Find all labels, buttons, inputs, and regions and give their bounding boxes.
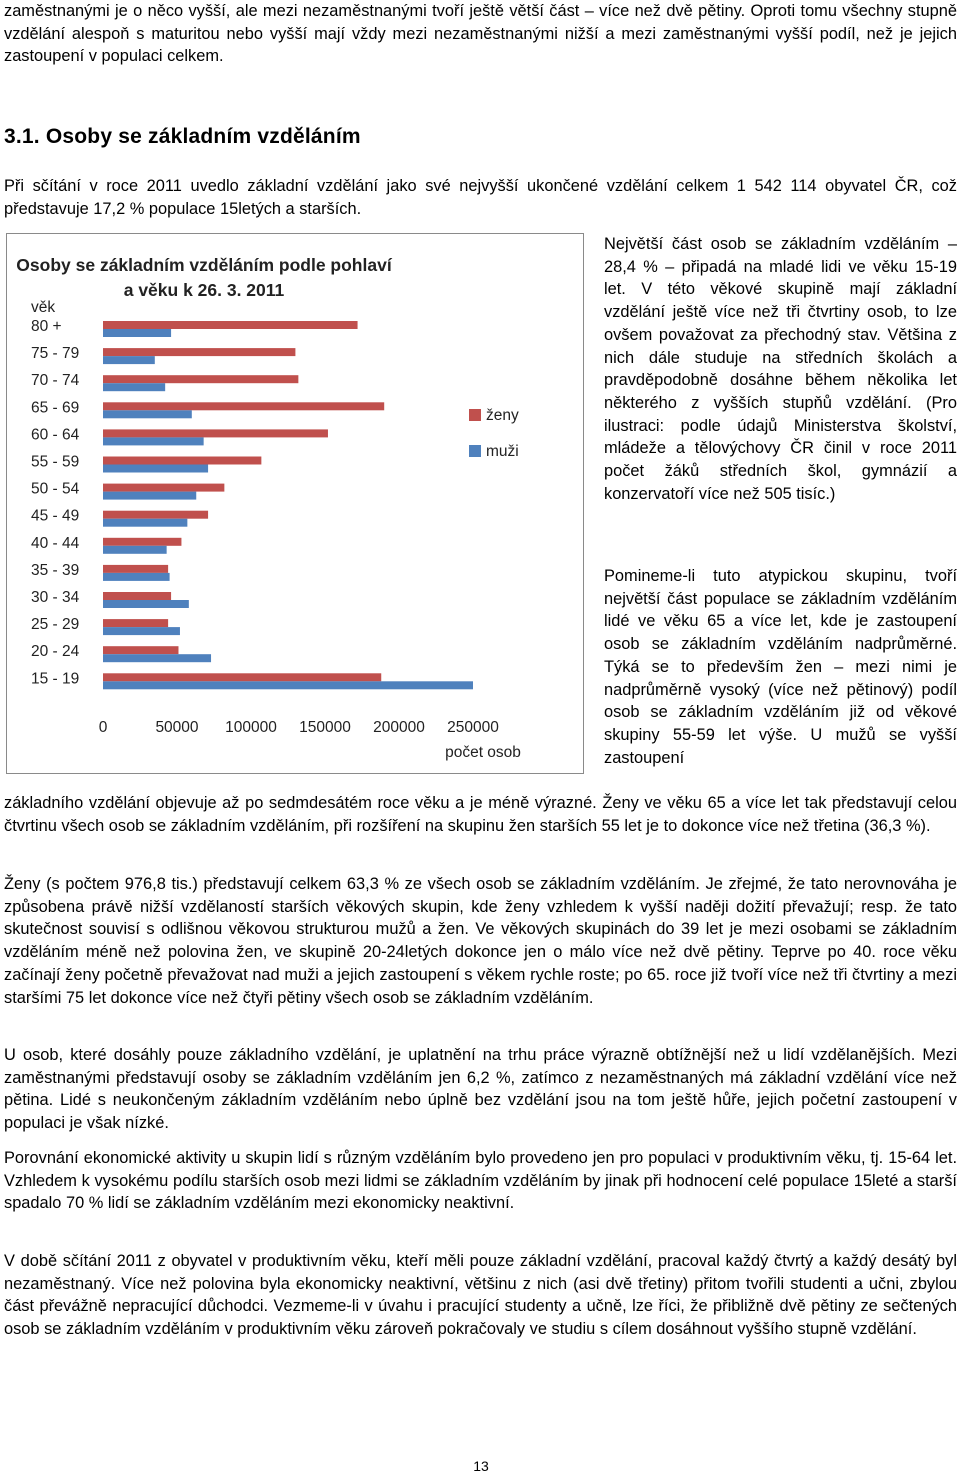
bar-zeny-45-49 [103, 511, 208, 519]
y-tick-label: 50 - 54 [31, 480, 80, 498]
bar-zeny-40-44 [103, 538, 181, 546]
bar-muzi-40-44 [103, 546, 167, 554]
x-axis-label: počet osob [445, 744, 521, 761]
y-axis-label: věk [31, 299, 56, 316]
x-tick-label: 250000 [447, 719, 499, 736]
bar-zeny-30-34 [103, 592, 171, 600]
side-paragraph-older: Pomineme-li tuto atypickou skupinu, tvoří největší část populace se základním vzděláním lidé ve věku 65 a více let, kde je zastoupení osob se základním vzděláním nadprůměrné. Týká se to především žen – mezi nimi je nadprůměrně vysoký (více než pětinový) podíl osob se základním vzděláním již od věkové skupiny 55-59 let výše. U mužů se vyšší zastoupení [604, 567, 957, 767]
x-tick-label: 200000 [373, 719, 425, 736]
bar-zeny-20-24 [103, 646, 178, 654]
x-tick-label: 0 [98, 719, 108, 736]
bar-zeny-65-69 [103, 402, 384, 410]
paragraph-older-women: základního vzdělání objevuje až po sedmdesátém roce věku a je méně výrazné. Ženy ve věku 65 a více let tak představují celou čtvrtinu všech osob se základním vzděláním, při rozšíření na skupinu žen starších 55 let je to dokonce více než třetina (36,3 %). [4, 794, 957, 835]
y-tick-label: 45 - 49 [31, 507, 80, 525]
legend-label-muzi: muži [486, 443, 519, 460]
y-tick-label: 65 - 69 [31, 399, 80, 417]
bar-muzi-75-79 [103, 356, 155, 364]
y-tick-label: 80 + [31, 318, 62, 335]
paragraph-census-total: Při sčítání v roce 2011 uvedlo základní vzdělání jako své nejvyšší ukončené vzdělání celkem 1 542 114 obyvatel ČR, což představuje 17,2 % populace 15letých a starších. [4, 177, 957, 218]
y-tick-label: 25 - 29 [31, 616, 80, 634]
y-tick-label: 35 - 39 [31, 561, 80, 579]
bar-zeny-55-59 [103, 457, 261, 465]
x-tick-label: 50000 [155, 719, 199, 736]
chart-title-line1: Osoby se základním vzděláním podle pohlaví [16, 255, 392, 275]
intro-paragraph: zaměstnanými je o něco vyšší, ale mezi nezaměstnanými tvoří ještě větší část – více než dvě pětiny. Oproti tomu všechny stupně vzdělání alespoň s maturitou nebo vyšší mají vždy mezi nezaměstnanými nižší a mezi zaměstnanými vyšší podíl, než je jejich zastoupení v populaci celkem. [4, 2, 957, 66]
bar-chart [6, 233, 584, 774]
paragraph-women-share: Ženy (s počtem 976,8 tis.) představují celkem 63,3 % ze všech osob se základním vzděláním. Je zřejmé, že tato nerovnováha je způsobena právě nižší vzdělaností starších věkových skupin, kde ženy vzhledem k vyšší naději dožití převažují; resp. že tato skutečnost souvisí s odlišnou věkovou strukturou mužů a žen. Ve věkových skupinách do 39 let je mezi osobami se základním vzděláním méně než polovina žen, ve skupině 20-24letých dokonce jen o málo více než dvě pětiny. Teprve po 40. roce věku začínají ženy početně převažovat nad muži a jejich zastoupení s věkem rychle roste; po 65. roce již tvoří více než tři čtvrtiny a mezi staršími 75 let dokonce více než čtyři pětiny všech osob se základním vzděláním. [4, 875, 957, 1007]
paragraph-economic-activity: Porovnání ekonomické aktivity u skupin lidí s různým vzděláním bylo provedeno jen pro populaci v produktivním věku, tj. 15-64 let. Vzhledem k vysokému podílu starších osob mezi lidmi se základním vzděláním by jinak při hodnocení celé populace 15leté a starší spadalo 70 % lidí se základním vzděláním mezi ekonomicky neaktivní. [4, 1149, 957, 1213]
side-paragraph-young: Největší část osob se základním vzděláním – 28,4 % – připadá na mladé lidi ve věku 15-19 let. V této věkové skupině mají základní vzdělání ještě více než tři čtvrtiny osob, to lze ovšem považovat za přechodný stav. Většina z nich dále studuje na středních školách a pravděpodobně dosáhne během několika let některého z vyšších stupňů vzdělání. (Pro ilustraci: podle údajů Ministerstva školství, mládeže a tělovýchovy ČR činil v roce 2011 počet žáků středních škol, gymnázií a konzervatoří více než 505 tisíc.) [604, 235, 957, 503]
y-tick-label: 40 - 44 [31, 534, 80, 552]
paragraph-labour-market: U osob, které dosáhly pouze základního vzdělání, je uplatnění na trhu práce výrazně obtížnější než u lidí vzdělanějších. Mezi zaměstnanými představují osoby se základním vzděláním jen 6,2 %, zatímco z nezaměstnaných má základní vzdělání více než pětina. Lidé s neukončeným základním vzděláním nebo úplně bez vzdělání jsou na tom ještě hůře, jejich početní zastoupení v populaci je však nízké. [4, 1046, 957, 1133]
paragraph-productive-age: V době sčítání 2011 z obyvatel v produktivním věku, kteří měli pouze základní vzdělání, pracoval každý čtvrtý a každý desátý byl nezaměstnaný. Více než polovina byla ekonomicky neaktivní, většinu z nich (asi dvě třetiny) přitom tvořili studenti a učni, zbylou část převážně nepracující důchodci. Vezmeme-li v úvahu i pracující studenty a učně, lze říci, že přibližně dvě pětiny ze sečtených osob se základním vzděláním v produktivním věku zároveň pokračovaly ve studiu s cílem dosáhnout vyššího stupně vzdělání. [4, 1252, 957, 1339]
bar-muzi-50-54 [103, 492, 196, 500]
y-tick-label: 15 - 19 [31, 670, 80, 688]
page-number: 13 [473, 1458, 489, 1474]
bar-zeny-70-74 [103, 375, 298, 383]
legend-swatch-zeny [469, 409, 481, 421]
bar-muzi-30-34 [103, 600, 189, 608]
bar-muzi-35-39 [103, 573, 170, 581]
chart-canvas [7, 234, 583, 773]
y-tick-label: 55 - 59 [31, 453, 80, 471]
bar-zeny-80+ [103, 321, 358, 329]
bar-muzi-55-59 [103, 465, 208, 473]
bar-zeny-35-39 [103, 565, 168, 573]
bar-muzi-15-19 [103, 681, 473, 689]
bar-muzi-80+ [103, 329, 171, 337]
chart-title-line2: a věku k 26. 3. 2011 [123, 280, 285, 300]
y-tick-label: 20 - 24 [31, 643, 80, 661]
x-tick-label: 100000 [225, 719, 277, 736]
x-tick-label: 150000 [299, 719, 351, 736]
bar-zeny-15-19 [103, 673, 381, 681]
y-tick-label: 30 - 34 [31, 589, 80, 606]
bar-zeny-60-64 [103, 429, 328, 437]
section-heading: 3.1. Osoby se základním vzděláním [4, 125, 361, 148]
bar-muzi-25-29 [103, 627, 180, 635]
bar-muzi-45-49 [103, 519, 187, 527]
bar-muzi-65-69 [103, 410, 192, 418]
y-tick-label: 70 - 74 [31, 372, 80, 390]
bar-muzi-60-64 [103, 437, 204, 445]
y-tick-label: 75 - 79 [31, 345, 80, 363]
bar-muzi-20-24 [103, 654, 211, 662]
bar-zeny-25-29 [103, 619, 168, 627]
bar-muzi-70-74 [103, 383, 165, 391]
bar-zeny-75-79 [103, 348, 295, 356]
legend-swatch-muzi [469, 445, 481, 457]
legend-label-zeny: ženy [486, 407, 519, 424]
bar-zeny-50-54 [103, 484, 224, 492]
y-tick-label: 60 - 64 [31, 426, 80, 444]
